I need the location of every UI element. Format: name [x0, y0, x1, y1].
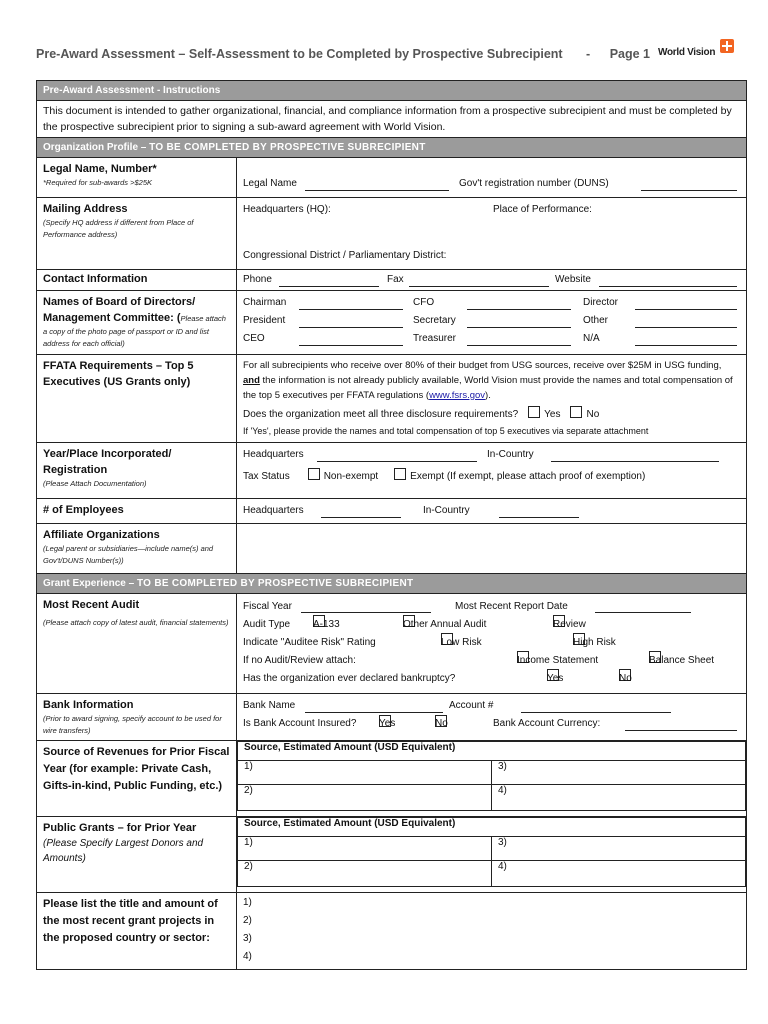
- ffata-text-b: the information is not already publicly available, World Vision must provide the names and total compensation of the top 5 executives per FFATA regulations (: [243, 375, 733, 401]
- employees-label: # of Employees: [43, 504, 124, 516]
- audit-label: Most Recent Audit: [43, 599, 140, 611]
- treasurer-caption: Treasurer: [413, 333, 456, 344]
- revenues-header: Source, Estimated Amount (USD Equivalent): [238, 742, 746, 761]
- income-statement-label: Income Statement: [517, 655, 599, 666]
- risk-caption: Indicate "Auditee Risk" Rating: [243, 637, 376, 648]
- na-caption: N/A: [583, 333, 600, 344]
- hq-caption: Headquarters (HQ):: [243, 204, 331, 215]
- account-input[interactable]: [521, 701, 671, 713]
- fax-caption: Fax: [387, 274, 404, 285]
- a133-label: A-133: [313, 619, 340, 630]
- bankruptcy-caption: Has the organization ever declared bankruptcy?: [243, 673, 456, 684]
- public-2[interactable]: 2): [238, 861, 492, 887]
- ffata-no-checkbox[interactable]: [570, 406, 582, 418]
- emp-ic-input[interactable]: [499, 506, 579, 518]
- employees-label-cell: [37, 499, 237, 524]
- ffata-paragraph: [243, 358, 740, 403]
- mailing-label: Mailing Address: [43, 203, 128, 215]
- revenue-3[interactable]: 3): [492, 761, 746, 785]
- page-header: [36, 47, 740, 67]
- revenue-1[interactable]: 1): [238, 761, 492, 785]
- secretary-input[interactable]: [467, 316, 571, 328]
- logo-cross-icon: [720, 39, 734, 53]
- duns-input[interactable]: [641, 179, 737, 191]
- projects-label-cell: [37, 893, 237, 970]
- high-risk-label: High Risk: [573, 637, 616, 648]
- bank-name-caption: Bank Name: [243, 700, 296, 711]
- revenues-table: [237, 741, 746, 811]
- audit-type-caption: Audit Type: [243, 619, 291, 630]
- header-title-text: Pre-Award Assessment – Self-Assessment to be Completed by Prospective Subrecipient: [36, 47, 563, 61]
- year-ic-caption: In-Country: [487, 449, 534, 460]
- president-input[interactable]: [299, 316, 403, 328]
- instructions-body: This document is intended to gather organizational, financial, and compliance information from a prospective subrecipient and must be completed by the prospective subrecipient prior to signing a sub-award agreement with World Vision.: [43, 105, 732, 133]
- public-1[interactable]: 1): [238, 837, 492, 861]
- fsrs-link[interactable]: www.fsrs.gov: [429, 390, 486, 401]
- director-caption: Director: [583, 297, 619, 308]
- balance-sheet-label: Balance Sheet: [649, 655, 715, 666]
- world-vision-logo: [658, 39, 740, 67]
- tax-status-row: [243, 468, 740, 486]
- ffata-yes-label: Yes: [544, 409, 561, 420]
- district-caption: Congressional District / Parliamentary District:: [243, 250, 447, 261]
- mrrd-input[interactable]: [595, 601, 691, 613]
- audit-note: (Please attach copy of latest audit, financial statements): [43, 618, 229, 627]
- mailing-note: (Specify HQ address if different from Place of Performance address): [43, 218, 194, 239]
- bankruptcy-yes-label: Yes: [547, 673, 564, 684]
- board-note: Please attach a copy of the photo page of passport or ID and list address for each official): [43, 314, 226, 348]
- website-input[interactable]: [599, 275, 737, 287]
- audit-label-cell: [37, 594, 237, 694]
- phone-caption: Phone: [243, 274, 272, 285]
- pop-caption: Place of Performance:: [493, 204, 592, 215]
- bank-label-cell: [37, 694, 237, 741]
- insured-caption: Is Bank Account Insured?: [243, 718, 357, 729]
- board-label-cell: [37, 291, 237, 355]
- year-label: Year/Place Incorporated/ Registration: [43, 448, 172, 476]
- secretary-caption: Secretary: [413, 315, 456, 326]
- grant-bar: [37, 574, 747, 594]
- projects-list[interactable]: [237, 893, 747, 970]
- exempt-label: Exempt (If exempt, please attach proof of exemption): [410, 471, 646, 482]
- year-label-cell: [37, 443, 237, 499]
- grant-title: Grant Experience –: [43, 578, 137, 589]
- public-table: [237, 817, 746, 887]
- bank-note: (Prior to award signing, specify account to be used for wire transfers): [43, 714, 222, 735]
- legal-name-caption: Legal Name: [243, 178, 297, 189]
- page-number: Page 1: [609, 47, 651, 61]
- year-note: (Please Attach Documentation): [43, 479, 147, 488]
- emp-hq-caption: Headquarters: [243, 505, 304, 516]
- affiliate-label: Affiliate Organizations: [43, 529, 160, 541]
- chairman-caption: Chairman: [243, 297, 287, 308]
- mrrd-caption: Most Recent Report Date: [455, 601, 568, 612]
- other-caption: Other: [583, 315, 609, 326]
- chairman-input[interactable]: [299, 298, 403, 310]
- bankruptcy-no-label: No: [619, 673, 632, 684]
- other-audit-label: Other Annual Audit: [403, 619, 487, 630]
- year-ic-input[interactable]: [551, 450, 719, 462]
- contact-label: Contact Information: [43, 273, 148, 285]
- project-1[interactable]: 1): [243, 897, 252, 908]
- revenue-2[interactable]: 2): [238, 785, 492, 811]
- affiliate-note: (Legal parent or subsidiaries—include name(s) and Gov't/DUNS Number(s)): [43, 544, 214, 565]
- grant-subtitle: TO BE COMPLETED BY PROSPECTIVE SUBRECIPIENT: [136, 578, 414, 589]
- affiliate-field[interactable]: [237, 524, 747, 574]
- account-caption: Account #: [449, 700, 494, 711]
- na-input[interactable]: [635, 334, 737, 346]
- website-caption: Website: [555, 274, 591, 285]
- year-hq-caption: Headquarters: [243, 449, 304, 460]
- audit-fields: [237, 594, 747, 694]
- phone-input[interactable]: [279, 275, 379, 287]
- emp-hq-input[interactable]: [321, 506, 401, 518]
- insured-no-label: No: [435, 718, 448, 729]
- ffata-and: and: [243, 375, 260, 386]
- public-3[interactable]: 3): [492, 837, 746, 861]
- logo-text: World Vision: [658, 47, 716, 58]
- project-4[interactable]: 4): [243, 951, 252, 962]
- ffata-followup: If 'Yes', please provide the names and total compensation of top 5 executives via separate attachment: [243, 426, 649, 436]
- duns-caption: Gov't registration number (DUNS): [459, 178, 609, 189]
- project-2[interactable]: 2): [243, 915, 252, 926]
- org-profile-title: Organization Profile –: [43, 142, 150, 153]
- affiliate-label-cell: [37, 524, 237, 574]
- tax-caption: Tax Status: [243, 471, 290, 482]
- board-label: Names of Board of Directors/ Management Committee: (: [43, 296, 196, 324]
- revenues-table-cell: [237, 741, 747, 817]
- contact-fields: [237, 270, 747, 291]
- revenue-4[interactable]: 4): [492, 785, 746, 811]
- public-note: (Please Specify Largest Donors and Amounts): [43, 838, 204, 864]
- legal-name-label-cell: [37, 158, 237, 198]
- cfo-input[interactable]: [467, 298, 571, 310]
- revenues-label: Source of Revenues for Prior Fiscal Year (for example: Private Cash, Gifts-in-kind, Public Funding, etc.): [43, 746, 230, 792]
- employees-fields: [237, 499, 747, 524]
- ceo-caption: CEO: [243, 333, 265, 344]
- exempt-checkbox[interactable]: [394, 468, 406, 480]
- insured-yes-label: Yes: [379, 718, 396, 729]
- cfo-caption: CFO: [413, 297, 435, 308]
- ffata-no-label: No: [586, 409, 600, 420]
- non-exempt-label: Non-exempt: [323, 471, 379, 482]
- assessment-form: [36, 80, 747, 970]
- org-profile-bar: [37, 138, 747, 158]
- ifno-caption: If no Audit/Review attach:: [243, 655, 356, 666]
- public-label: Public Grants – for Prior Year: [43, 822, 197, 834]
- legal-name-label: Legal Name, Number*: [43, 163, 157, 175]
- project-3[interactable]: 3): [243, 933, 252, 944]
- currency-caption: Bank Account Currency:: [493, 718, 601, 729]
- president-caption: President: [243, 315, 286, 326]
- header-separator: -: [586, 47, 591, 61]
- public-table-cell: [237, 817, 747, 893]
- ffata-question: Does the organization meet all three disclosure requirements?: [243, 409, 519, 420]
- mailing-fields[interactable]: [237, 198, 747, 270]
- emp-ic-caption: In-Country: [423, 505, 470, 516]
- contact-label-cell: [37, 270, 237, 291]
- bank-fields: [237, 694, 747, 741]
- legal-name-fields: [237, 158, 747, 198]
- ceo-input[interactable]: [299, 334, 403, 346]
- legal-name-input[interactable]: [305, 179, 449, 191]
- bank-name-input[interactable]: [305, 701, 443, 713]
- treasurer-input[interactable]: [467, 334, 571, 346]
- director-input[interactable]: [635, 298, 737, 310]
- year-hq-input[interactable]: [317, 450, 477, 462]
- fax-input[interactable]: [409, 275, 549, 287]
- public-header: Source, Estimated Amount (USD Equivalent): [238, 818, 746, 837]
- instructions-text: [37, 101, 747, 138]
- ffata-question-row: [243, 406, 740, 423]
- public-label-cell: [37, 817, 237, 893]
- other-input[interactable]: [635, 316, 737, 328]
- board-fields: [237, 291, 747, 355]
- year-fields: [237, 443, 747, 499]
- instructions-title: Pre-Award Assessment - Instructions: [43, 85, 221, 96]
- projects-label: Please list the title and amount of the most recent grant projects in the proposed country or sector:: [43, 898, 218, 944]
- fy-input[interactable]: [301, 601, 431, 613]
- ffata-label-cell: [37, 355, 237, 443]
- instructions-bar: [37, 81, 747, 101]
- ffata-text-a: For all subrecipients who receive over 80% of their budget from USG sources, receive over $25M in USG funding,: [243, 360, 722, 371]
- bank-label: Bank Information: [43, 699, 134, 711]
- review-label: Review: [553, 619, 586, 630]
- low-risk-label: Low Risk: [441, 637, 482, 648]
- revenues-label-cell: [37, 741, 237, 817]
- ffata-label: FFATA Requirements – Top 5 Executives (US Grants only): [43, 360, 194, 388]
- legal-name-note: *Required for sub-awards >$25K: [43, 178, 153, 187]
- org-profile-subtitle: TO BE COMPLETED BY PROSPECTIVE SUBRECIPIENT: [149, 142, 426, 153]
- public-4[interactable]: 4): [492, 861, 746, 887]
- ffata-text-c: ).: [485, 390, 491, 401]
- header-title: [36, 47, 650, 61]
- currency-input[interactable]: [625, 719, 737, 731]
- fy-caption: Fiscal Year: [243, 601, 292, 612]
- ffata-fields: [237, 355, 747, 443]
- ffata-yes-checkbox[interactable]: [528, 406, 540, 418]
- mailing-label-cell: [37, 198, 237, 270]
- non-exempt-checkbox[interactable]: [308, 468, 320, 480]
